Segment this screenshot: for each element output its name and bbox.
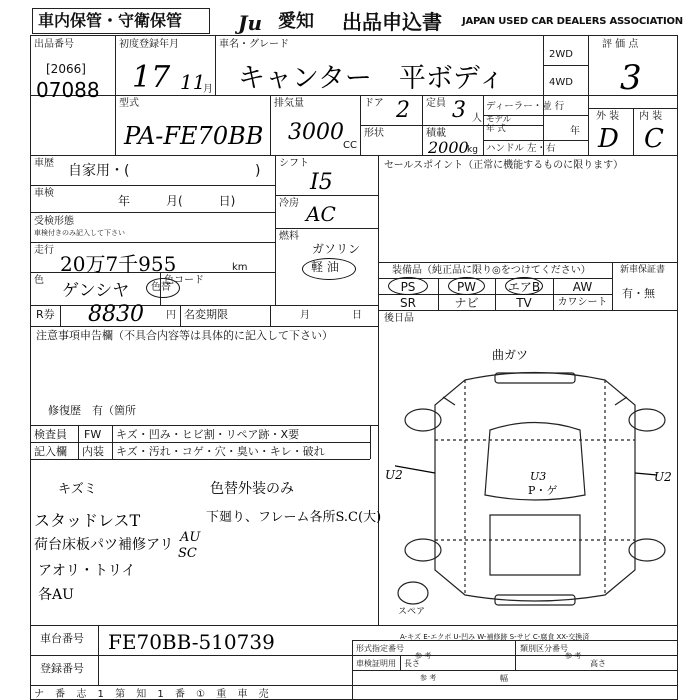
note-au-b: SC xyxy=(178,546,197,561)
month-label: 月 xyxy=(300,310,310,321)
new-warranty-label: 新車保証書 xyxy=(620,265,666,275)
receive-note-label: 車検付きのみ記入して下さい xyxy=(34,229,125,237)
history-close: ) xyxy=(255,163,261,179)
yen-label: 円 xyxy=(166,310,176,321)
equipment-item: カワシート xyxy=(557,297,608,308)
car-name-label: 車名・グレード xyxy=(219,39,289,50)
note-each-au: 各AU xyxy=(38,587,74,603)
history-value: 自家用・( xyxy=(68,163,130,179)
equipment-item: ナビ xyxy=(454,296,479,310)
inspection-label: 車検 xyxy=(34,188,54,199)
equipment-item: PS xyxy=(400,280,416,294)
day-label: 日 xyxy=(352,310,362,321)
handle-label: ハンドル 左・右 xyxy=(486,143,556,154)
aircon-label: 冷房 xyxy=(279,198,299,209)
history-label: 車歴 xyxy=(34,158,54,169)
ref-label-b: 参 考 xyxy=(565,652,582,660)
load-value: 2000 xyxy=(428,138,469,157)
name-change-label: 名変期限 xyxy=(184,308,228,321)
reg-year: 17 xyxy=(132,60,171,95)
color-value: ゲンシヤ xyxy=(62,281,130,301)
ref-label-c: 参 考 xyxy=(420,674,437,682)
shift-value: I5 xyxy=(310,170,333,195)
cc-label: CC xyxy=(343,140,357,151)
note-scratch: キズミ xyxy=(58,482,97,497)
r-ticket-amount: 8830 xyxy=(88,302,144,327)
model-value: PA-FE70BB xyxy=(124,122,264,150)
car-name-value: キャンター 平ボディ xyxy=(238,63,505,94)
receive-form-label: 受検形態 xyxy=(34,216,74,227)
fuel-choice: 軽 油 xyxy=(311,260,339,274)
repair-label: 修復歴 有（箇所 xyxy=(48,404,136,417)
note-studless: スタッドレスT xyxy=(34,511,141,530)
kg-label: kg xyxy=(467,145,478,155)
km-label: km xyxy=(232,262,248,273)
load-label: 積載 xyxy=(426,128,446,139)
fuel-type: ガソリン xyxy=(312,242,361,256)
lot-number: 07088 xyxy=(36,78,100,102)
doors-label: ドア xyxy=(364,98,384,109)
caution-label: 注意事項申告欄（不具合内容等は具体的に記入して下さい） xyxy=(36,329,333,342)
model-year-label: モデル 年 式 xyxy=(486,115,512,134)
color-code-label: 色コード xyxy=(164,275,204,286)
note-floor-repair: 荷台床板パツ補修アリ xyxy=(34,537,174,553)
equipment-item: AW xyxy=(572,280,593,294)
sales-point-label: セールスポイント（正常に機能するものに限ります） xyxy=(384,160,624,171)
logo-mark: Ju xyxy=(238,11,263,35)
reg-no-label: 登録番号 xyxy=(40,662,84,675)
color-label: 色 xyxy=(34,275,44,286)
note-au-a: AU xyxy=(180,530,201,545)
ref-label-a: 参 考 xyxy=(415,652,432,660)
diagram-mark-center2: P・ゲ xyxy=(528,484,558,497)
fw-label: FW xyxy=(84,428,102,441)
category-no-label: 類別区分番号 xyxy=(520,644,568,653)
dealer-label: ディーラー・並 行 xyxy=(486,101,565,112)
reg-month: 11 xyxy=(180,70,206,94)
equip-title: 装備品（純正品に限り◎をつけてください） xyxy=(392,265,591,276)
lot-no-label: 出品番号 xyxy=(34,39,74,50)
chassis-no-label: 車台番号 xyxy=(40,632,84,645)
storage-label: 車内保管・守衛保管 xyxy=(38,11,183,30)
doc-title: 出品申込書 xyxy=(342,10,442,34)
ext-grade: D xyxy=(598,124,619,154)
vehicle-spec-label: 車検証明用 xyxy=(356,659,396,668)
diagram-mark-right: U2 xyxy=(654,470,672,484)
exterior-row: キズ・凹み・ヒビ割・リペア跡・X要 xyxy=(116,428,300,441)
note-repaint: 色替外装のみ xyxy=(210,481,294,497)
post-notes-label: 後日品 xyxy=(384,313,414,324)
year-unit-label: 年 xyxy=(570,126,580,137)
reg-month-unit: 月 xyxy=(203,84,213,95)
interior-label: 内 装 xyxy=(639,111,663,122)
capacity-label: 定員 xyxy=(426,98,446,109)
lot-prefix: [2066] xyxy=(46,62,86,76)
interior-row: キズ・汚れ・コゲ・穴・臭い・キレ・破れ xyxy=(116,445,325,458)
displacement-label: 排気量 xyxy=(274,98,304,109)
equipment-item: エアB xyxy=(507,280,541,294)
inspector-label: 検査員 xyxy=(34,428,67,441)
insp-date-label: 年 月( 日) xyxy=(118,194,236,208)
bottom-row: ナ 番 志 1 第 知 1 番 ① 重 車 売 xyxy=(34,689,273,700)
r-ticket-label: R券 xyxy=(36,308,55,321)
color-note: 色替 xyxy=(151,282,171,293)
fuel-label: 燃料 xyxy=(279,231,299,242)
equipment-circle xyxy=(448,277,485,295)
org-name: 愛知 xyxy=(278,11,314,32)
equipment-item: TV xyxy=(516,296,532,310)
capacity-value: 3 xyxy=(452,98,466,123)
spare-label: スペア xyxy=(398,607,426,617)
shape-label: 形状 xyxy=(364,128,384,139)
diagram-mark-left: U2 xyxy=(385,468,403,482)
note-frame: 下廻り、フレーム各所S.C(大) xyxy=(206,510,382,525)
chassis-number: FE70BB-510739 xyxy=(108,630,275,654)
person-label: 人 xyxy=(472,113,482,124)
org-english: JAPAN USED CAR DEALERS ASSOCIATION xyxy=(462,16,683,27)
logo xyxy=(238,12,280,34)
int-grade: C xyxy=(644,124,664,154)
width-label: 幅 xyxy=(500,674,508,683)
two-wd-label: 2WD xyxy=(549,49,573,60)
mileage-value: 20万7千955 xyxy=(60,252,177,276)
warranty-options: 有・無 xyxy=(622,287,655,300)
rating-value: 3 xyxy=(620,58,642,98)
equipment-item: PW xyxy=(456,280,477,294)
displacement-value: 3000 xyxy=(288,120,344,145)
mileage-label: 走行 xyxy=(34,245,54,256)
four-wd-label: 4WD xyxy=(549,77,573,88)
shift-label: シフト xyxy=(279,158,309,169)
legend-text: A-キズ E-エクボ U-凹み W-補修跡 S-サビ C-腐食 XX-交換済 xyxy=(400,633,590,641)
interior-tag: 内装 xyxy=(82,445,104,458)
model-label: 型式 xyxy=(119,98,139,109)
diagram-mark-center1: U3 xyxy=(530,470,547,483)
rating-label: 評 価 点 xyxy=(602,39,639,50)
type-spec-label: 形式指定番号 xyxy=(356,644,404,653)
length-label: 長さ xyxy=(404,659,420,668)
diagram-mark-top: 曲ガツ xyxy=(492,348,529,362)
equipment-item: SR xyxy=(400,296,416,310)
aircon-value: AC xyxy=(306,202,336,226)
equipment-circle xyxy=(388,277,428,295)
note-aori: アオリ・トリイ xyxy=(38,563,136,579)
equipment-circle xyxy=(505,277,543,295)
height-label: 高さ xyxy=(590,659,606,668)
entry-label: 記入欄 xyxy=(34,445,67,458)
exterior-label: 外 装 xyxy=(596,111,620,122)
first-reg-label: 初度登録年月 xyxy=(119,39,179,50)
doors-value: 2 xyxy=(396,98,410,123)
